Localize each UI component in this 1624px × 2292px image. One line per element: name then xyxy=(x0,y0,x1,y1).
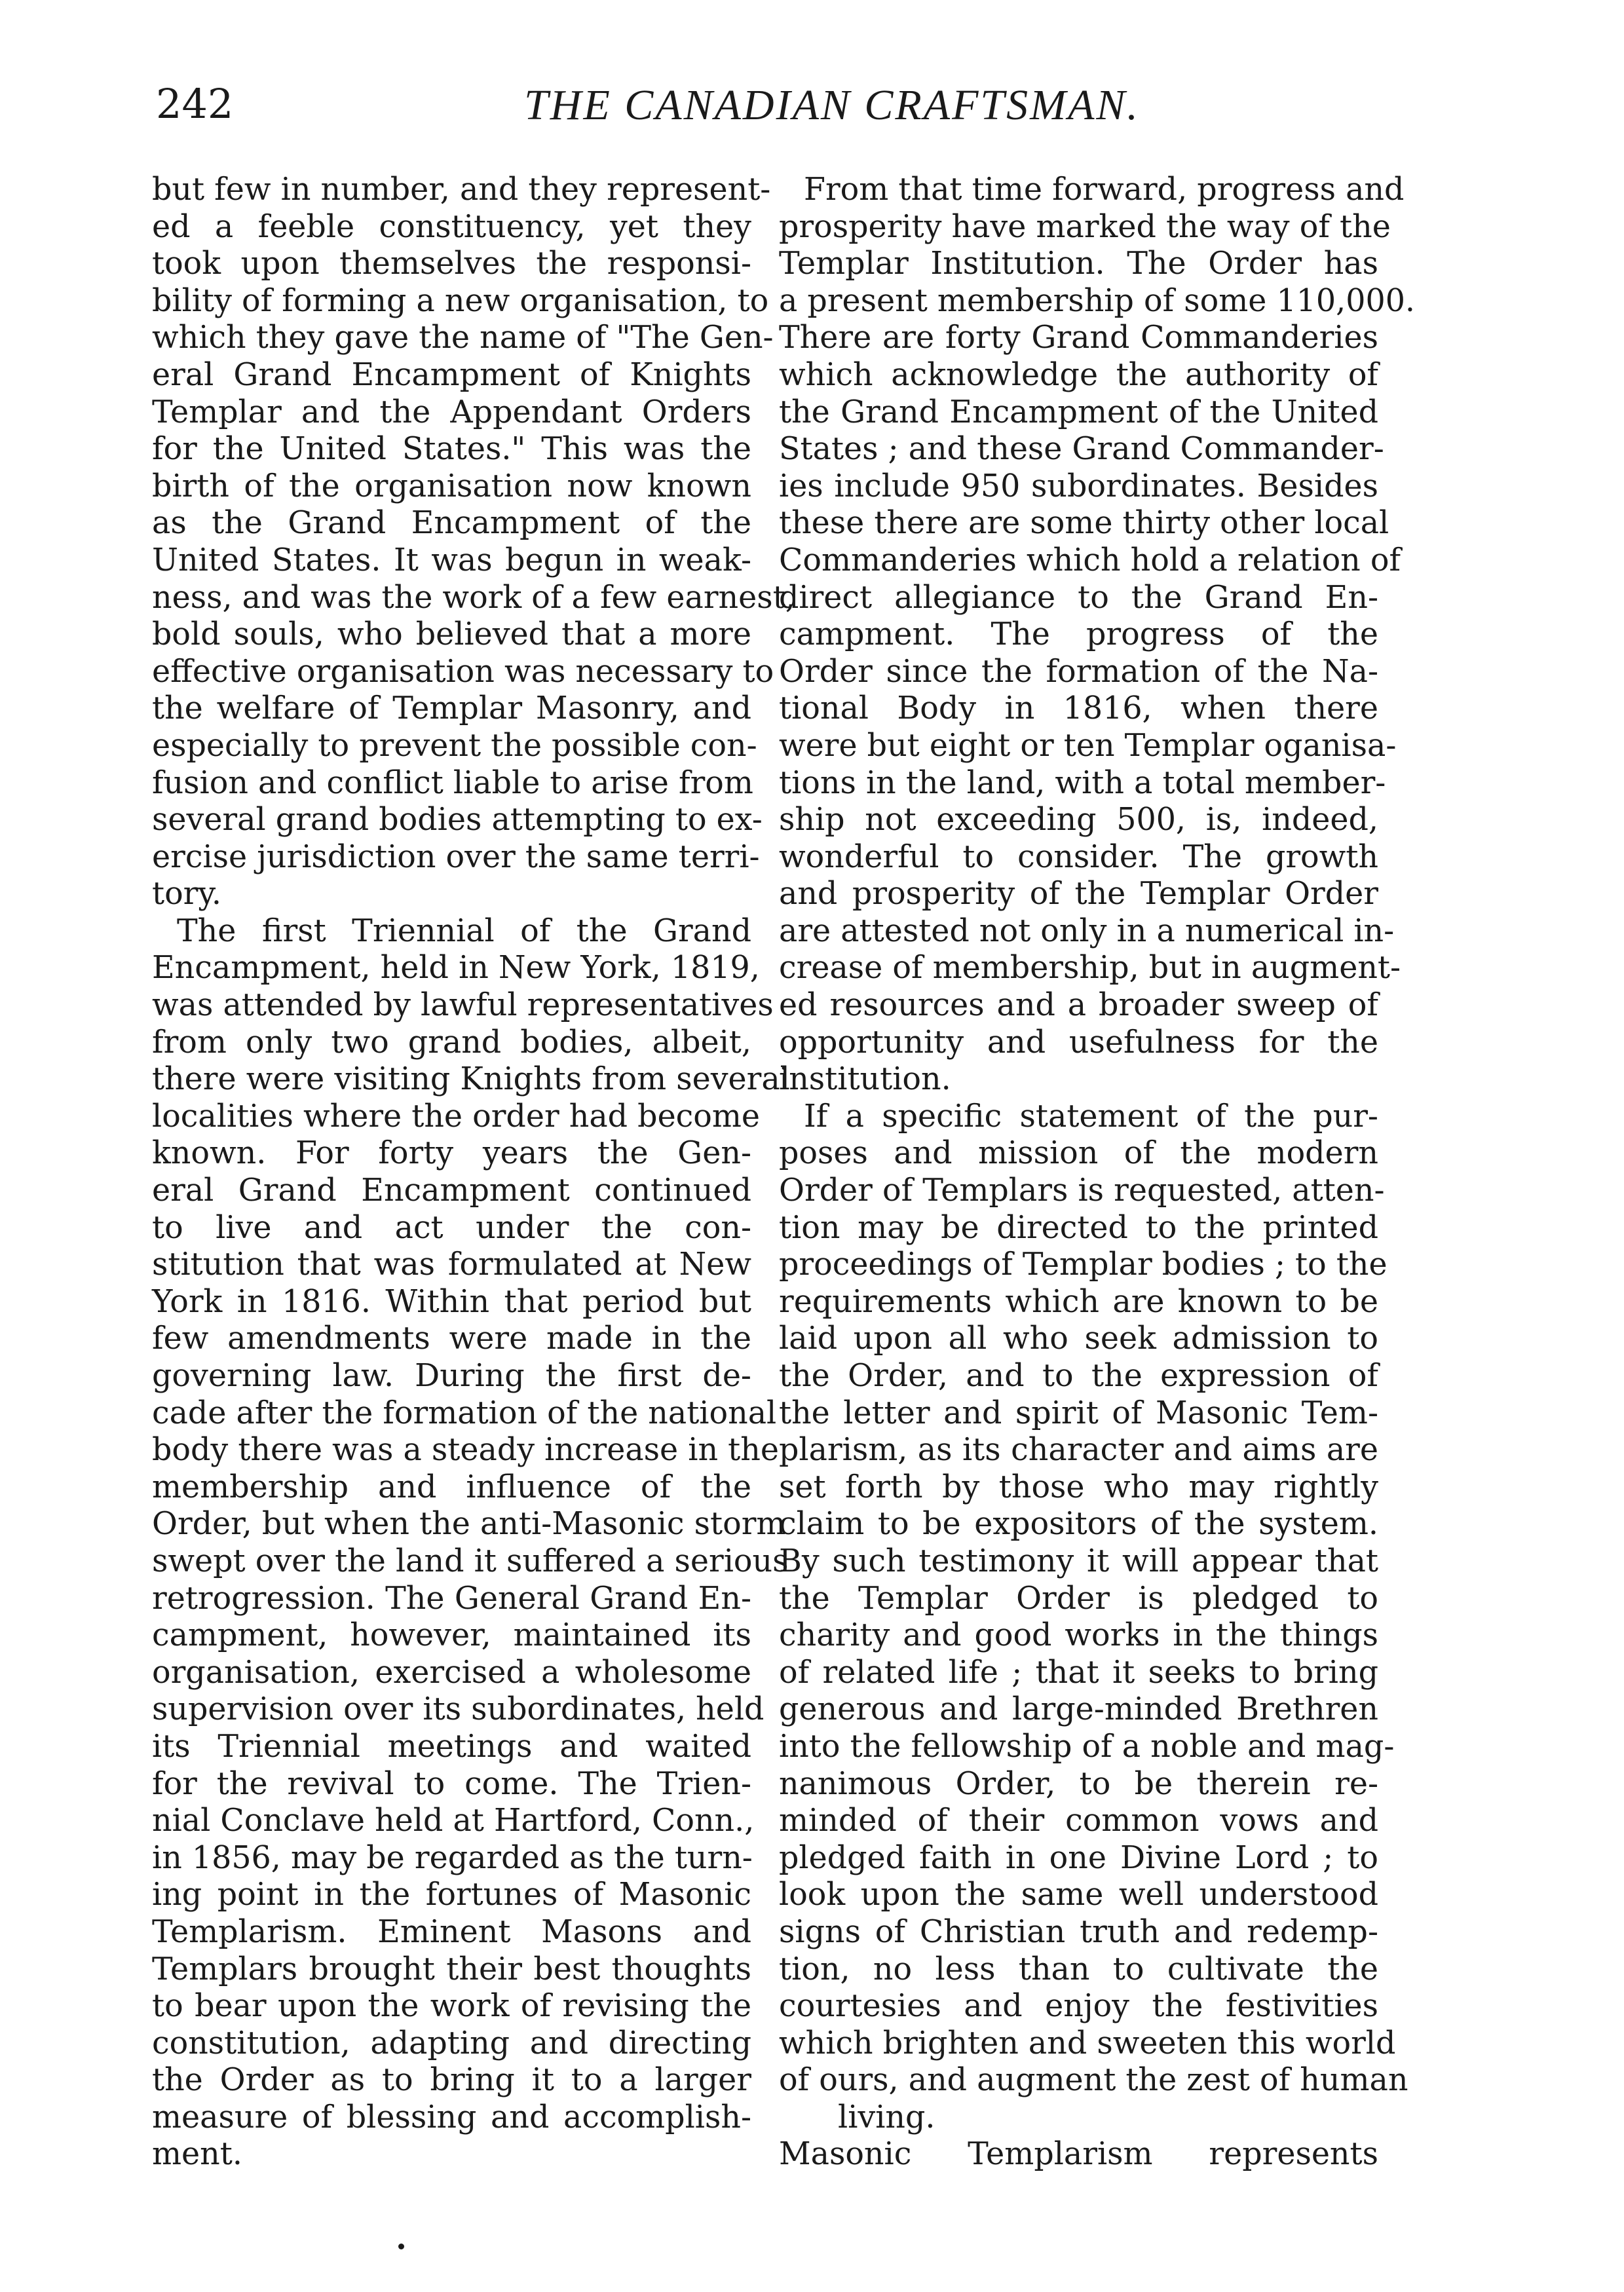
text-line: plarism, as its character and aims are xyxy=(779,1432,1378,1469)
text-line: Order of Templars is requested, atten- xyxy=(779,1173,1385,1209)
text-line: Order, but when the anti-Masonic storm xyxy=(152,1506,786,1543)
text-line: ies include 950 subordinates. Besides xyxy=(779,468,1378,504)
text-line: requirements which are known to be xyxy=(779,1283,1378,1320)
text-line: organisation, exercised a wholesome xyxy=(152,1654,751,1691)
text-line: bold souls, who believed that a more xyxy=(152,616,751,653)
text-line: ment. xyxy=(152,2136,242,2173)
text-line: several grand bodies attempting to ex- xyxy=(152,802,763,838)
text-line: retrogression. The General Grand En- xyxy=(152,1580,751,1617)
text-line: which acknowledge the authority of xyxy=(779,356,1378,393)
text-line: Templars brought their best thoughts xyxy=(152,1951,751,1987)
text-line: ed a feeble constituency, yet they xyxy=(152,208,751,245)
text-line: from only two grand bodies, albeit, xyxy=(152,1024,751,1061)
text-line: Commanderies which hold a relation of xyxy=(779,542,1401,578)
text-line: campment. The progress of the xyxy=(779,616,1378,653)
text-line: There are forty Grand Commanderies xyxy=(779,320,1378,356)
text-line: courtesies and enjoy the festivities xyxy=(779,1988,1378,2025)
text-line: which brighten and sweeten this world xyxy=(779,2025,1396,2061)
text-line: direct allegiance to the Grand En- xyxy=(779,579,1378,616)
text-line: institution. xyxy=(779,1061,951,1098)
text-line: nial Conclave held at Hartford, Conn., xyxy=(152,1803,755,1839)
text-line: Masonic Templarism represents xyxy=(779,2136,1378,2173)
text-line: Templar Institution. The Order has xyxy=(779,246,1378,282)
text-line: Order since the formation of the Na- xyxy=(779,653,1378,690)
text-line: localities where the order had become xyxy=(152,1098,761,1135)
text-line: the Templar Order is pledged to xyxy=(779,1580,1378,1617)
text-line: minded of their common vows and xyxy=(779,1803,1378,1839)
text-line: prosperity have marked the way of the xyxy=(779,208,1391,245)
text-line: ed resources and a broader sweep of xyxy=(779,987,1378,1024)
text-line: tion, no less than to cultivate the xyxy=(779,1951,1378,1987)
text-line: proceedings of Templar bodies ; to the xyxy=(779,1247,1388,1283)
text-line: fusion and conflict liable to arise from xyxy=(152,764,753,801)
text-line: charity and good works in the things xyxy=(779,1617,1378,1654)
text-line: body there was a steady increase in the xyxy=(152,1432,779,1469)
text-line: If a specific statement of the pur- xyxy=(804,1098,1378,1135)
text-line: poses and mission of the modern xyxy=(779,1135,1378,1172)
text-line: tional Body in 1816, when there xyxy=(779,690,1378,727)
text-line: United States. It was begun in weak- xyxy=(152,542,751,578)
right-column xyxy=(779,172,1416,2173)
left-column xyxy=(152,172,795,2173)
text-line: as the Grand Encampment of the xyxy=(152,505,751,542)
text-line: effective organisation was necessary to xyxy=(152,653,774,690)
text-line: By such testimony it will appear that xyxy=(779,1543,1378,1579)
text-line: these there are some thirty other local xyxy=(779,505,1389,542)
text-line: ing point in the fortunes of Masonic xyxy=(152,1877,751,1913)
text-line: into the fellowship of a noble and mag- xyxy=(779,1728,1395,1765)
text-line: took upon themselves the responsi- xyxy=(152,246,751,282)
text-line: bility of forming a new organisation, to xyxy=(152,282,769,319)
text-line: eral Grand Encampment continued xyxy=(152,1173,751,1209)
running-head: THE CANADIAN CRAFTSMAN. xyxy=(524,81,1140,129)
text-line: especially to prevent the possible con- xyxy=(152,727,757,764)
text-line: its Triennial meetings and waited xyxy=(152,1728,751,1765)
text-line: laid upon all who seek admission to xyxy=(779,1321,1378,1357)
text-line: which they gave the name of "The Gen- xyxy=(152,320,774,356)
text-line: States ; and these Grand Commander- xyxy=(779,431,1384,468)
text-line: and prosperity of the Templar Order xyxy=(779,876,1378,912)
text-line: of related life ; that it seeks to bring xyxy=(779,1654,1378,1691)
text-line: York in 1816. Within that period but xyxy=(152,1283,751,1320)
text-line: look upon the same well understood xyxy=(779,1877,1378,1913)
text-line: measure of blessing and accomplish- xyxy=(152,2099,751,2135)
page-number: 242 xyxy=(156,80,234,128)
text-line: ness, and was the work of a few earnest, xyxy=(152,579,795,616)
text-line: living. xyxy=(838,2099,935,2135)
text-line: ship not exceeding 500, is, indeed, xyxy=(779,802,1378,838)
text-line: tions in the land, with a total member- xyxy=(779,764,1386,801)
text-line: the Order, and to the expression of xyxy=(779,1358,1378,1394)
text-line: for the revival to come. The Trien- xyxy=(152,1765,751,1802)
text-line: Templar and the Appendant Orders xyxy=(152,394,751,430)
text-line: birth of the organisation now known xyxy=(152,468,751,504)
text-line: Templarism. Eminent Masons and xyxy=(152,1913,751,1950)
text-line: known. For forty years the Gen- xyxy=(152,1135,751,1172)
text-line: From that time forward, progress and xyxy=(804,172,1405,208)
text-line: generous and large-minded Brethren xyxy=(779,1691,1378,1728)
text-line: few amendments were made in the xyxy=(152,1321,751,1357)
text-line: signs of Christian truth and redemp- xyxy=(779,1913,1378,1950)
text-line: the welfare of Templar Masonry, and xyxy=(152,690,751,727)
text-line: stitution that was formulated at New xyxy=(152,1247,751,1283)
text-line: the letter and spirit of Masonic Tem- xyxy=(779,1395,1378,1431)
text-line: ercise jurisdiction over the same terri- xyxy=(152,838,760,875)
text-line: opportunity and usefulness for the xyxy=(779,1024,1378,1061)
text-line: tion may be directed to the printed xyxy=(779,1209,1378,1246)
text-line: to live and act under the con- xyxy=(152,1209,751,1246)
text-line: wonderful to consider. The growth xyxy=(779,838,1378,875)
text-line: constitution, adapting and directing xyxy=(152,2025,751,2061)
text-line: a present membership of some 110,000. xyxy=(779,282,1416,319)
text-line: pledged faith in one Divine Lord ; to xyxy=(779,1839,1378,1876)
text-line: The first Triennial of the Grand xyxy=(177,912,751,949)
text-line: there were visiting Knights from several xyxy=(152,1061,790,1098)
text-line: eral Grand Encampment of Knights xyxy=(152,356,751,393)
text-line: but few in number, and they represent- xyxy=(152,172,771,208)
text-line: governing law. During the first de- xyxy=(152,1358,751,1394)
text-line: crease of membership, but in augment- xyxy=(779,950,1401,986)
text-line: was attended by lawful representatives xyxy=(152,987,774,1024)
text-line: of ours, and augment the zest of human xyxy=(779,2062,1408,2099)
text-line: Encampment, held in New York, 1819, xyxy=(152,950,760,986)
text-line: supervision over its subordinates, held xyxy=(152,1691,765,1728)
text-line: in 1856, may be regarded as the turn- xyxy=(152,1839,753,1876)
text-line: set forth by those who may rightly xyxy=(779,1469,1378,1505)
text-line: were but eight or ten Templar oganisa- xyxy=(779,727,1397,764)
text-line: to bear upon the work of revising the xyxy=(152,1988,751,2025)
text-line: cade after the formation of the national xyxy=(152,1395,777,1431)
text-line: tory. xyxy=(152,876,222,912)
text-line: for the United States." This was the xyxy=(152,431,751,468)
text-line: claim to be expositors of the system. xyxy=(779,1506,1378,1543)
text-line: nanimous Order, to be therein re- xyxy=(779,1765,1378,1802)
text-line: the Order as to bring it to a larger xyxy=(152,2062,751,2099)
stray-ink-mark xyxy=(398,2244,404,2249)
text-line: the Grand Encampment of the United xyxy=(779,394,1378,430)
text-line: membership and influence of the xyxy=(152,1469,751,1505)
text-line: campment, however, maintained its xyxy=(152,1617,751,1654)
text-line: are attested not only in a numerical in- xyxy=(779,912,1395,949)
text-line: swept over the land it suffered a serious xyxy=(152,1543,789,1579)
